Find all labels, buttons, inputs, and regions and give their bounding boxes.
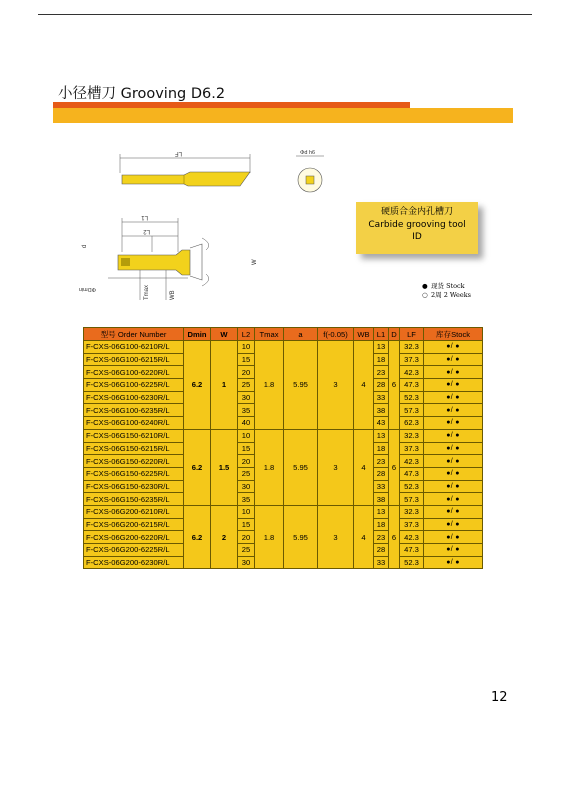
lf-cell: 37.3: [400, 442, 424, 455]
order-number-cell: F-CXS-06G200-6215R/L: [84, 518, 184, 531]
col-lf: LF: [400, 328, 424, 341]
stock-cell: ●/ ●: [424, 544, 483, 557]
l2-cell: 20: [238, 455, 255, 468]
page-title: 小径槽刀 Grooving D6.2: [58, 86, 226, 102]
table-row: [84, 505, 483, 518]
order-number-cell: F-CXS-06G100-6210R/L: [84, 341, 184, 354]
l1-cell: 33: [374, 391, 389, 404]
stock-cell: ●/ ●: [424, 480, 483, 493]
wb-cell: 4: [354, 341, 374, 430]
lf-cell: 37.3: [400, 353, 424, 366]
lf-cell: 62.3: [400, 417, 424, 430]
lf-cell: 57.3: [400, 493, 424, 506]
l2-cell: 10: [238, 505, 255, 518]
stock-cell: ●/ ●: [424, 442, 483, 455]
col-l1: L1: [374, 328, 389, 341]
col-a: a: [284, 328, 318, 341]
lf-label: LF: [174, 150, 182, 156]
l1-cell: 23: [374, 366, 389, 379]
filled-circle-icon: ●: [422, 282, 428, 290]
stock-cell: ●/ ●: [424, 417, 483, 430]
d-cell: 6: [389, 505, 400, 568]
tool-drawing: [78, 140, 278, 310]
w-cell: 1: [211, 341, 238, 430]
l1-cell: 13: [374, 341, 389, 354]
top-rule: [38, 14, 532, 15]
l1-cell: 23: [374, 531, 389, 544]
stock-cell: ●/ ●: [424, 391, 483, 404]
table-row: [84, 429, 483, 442]
order-number-cell: F-CXS-06G200-6230R/L: [84, 556, 184, 569]
l2-cell: 35: [238, 493, 255, 506]
stock-cell: ●/ ●: [424, 353, 483, 366]
stock-cell: ●/ ●: [424, 455, 483, 468]
shank-section-drawing: [286, 146, 334, 200]
callout-id: ID: [412, 232, 422, 242]
stock-cell: ●/ ●: [424, 467, 483, 480]
l2-cell: 30: [238, 391, 255, 404]
stock-cell: ●/ ●: [424, 429, 483, 442]
col-stock: 库存Stock: [424, 328, 483, 341]
l1-cell: 38: [374, 493, 389, 506]
l2-cell: 30: [238, 556, 255, 569]
f-cell: 3: [318, 429, 354, 505]
tool-top-view: [120, 150, 250, 186]
lf-cell: 52.3: [400, 391, 424, 404]
table-header-row: [84, 328, 483, 341]
lf-cell: 47.3: [400, 379, 424, 392]
spec-table: [83, 327, 483, 569]
stock-cell: ●/ ●: [424, 379, 483, 392]
order-number-cell: F-CXS-06G150-6210R/L: [84, 429, 184, 442]
l1-cell: 18: [374, 442, 389, 455]
order-number-cell: F-CXS-06G100-6230R/L: [84, 391, 184, 404]
lf-cell: 32.3: [400, 341, 424, 354]
stock-cell: ●/ ●: [424, 505, 483, 518]
col-dmin: Dmin: [184, 328, 211, 341]
tmax-cell: 1.8: [255, 505, 284, 568]
tmax-label: Tmax: [144, 285, 150, 300]
col-f: f(-0.05): [318, 328, 354, 341]
l2-cell: 20: [238, 366, 255, 379]
dmin-cell: 6.2: [184, 341, 211, 430]
lf-cell: 47.3: [400, 544, 424, 557]
l2-cell: 25: [238, 544, 255, 557]
lf-cell: 37.3: [400, 518, 424, 531]
col-l2: L2: [238, 328, 255, 341]
l1-cell: 23: [374, 455, 389, 468]
stock-cell: ●/ ●: [424, 366, 483, 379]
product-callout: [356, 202, 478, 254]
l1-cell: 38: [374, 404, 389, 417]
order-number-cell: F-CXS-06G150-6215R/L: [84, 442, 184, 455]
callout-cn: 硬质合金内孔槽刀: [380, 207, 453, 217]
l1-cell: 28: [374, 467, 389, 480]
wb-cell: 4: [354, 429, 374, 505]
lf-cell: 52.3: [400, 556, 424, 569]
l2-cell: 30: [238, 480, 255, 493]
tmax-cell: 1.8: [255, 341, 284, 430]
dmin-cell: 6.2: [184, 505, 211, 568]
w-cell: 1.5: [211, 429, 238, 505]
legend-weeks: ○ 2周 2 Weeks: [422, 291, 472, 299]
w-cell: 2: [211, 505, 238, 568]
l2-label: L2: [143, 228, 150, 234]
dmin-label: ΦDmin: [78, 286, 96, 292]
l2-cell: 25: [238, 379, 255, 392]
dia-label: Φd h6: [300, 150, 316, 156]
order-number-cell: F-CXS-06G100-6240R/L: [84, 417, 184, 430]
col-tmax: Tmax: [255, 328, 284, 341]
table-row: [84, 341, 483, 354]
l2-cell: 15: [238, 442, 255, 455]
order-number-cell: F-CXS-06G150-6225R/L: [84, 467, 184, 480]
title-band: [53, 108, 513, 123]
order-number-cell: F-CXS-06G200-6220R/L: [84, 531, 184, 544]
page-number: 12: [491, 690, 508, 705]
order-number-cell: F-CXS-06G150-6235R/L: [84, 493, 184, 506]
d-label: d: [82, 244, 88, 248]
stock-cell: ●/ ●: [424, 518, 483, 531]
l1-cell: 18: [374, 353, 389, 366]
col-w: W: [211, 328, 238, 341]
legend-stock: ● 现货 Stock: [422, 282, 465, 290]
l2-cell: 35: [238, 404, 255, 417]
a-cell: 5.95: [284, 505, 318, 568]
stock-cell: ●/ ●: [424, 341, 483, 354]
lf-cell: 52.3: [400, 480, 424, 493]
l2-cell: 40: [238, 417, 255, 430]
wb-cell: 4: [354, 505, 374, 568]
l1-cell: 18: [374, 518, 389, 531]
l1-cell: 33: [374, 556, 389, 569]
order-number-cell: F-CXS-06G200-6225R/L: [84, 544, 184, 557]
l1-cell: 28: [374, 544, 389, 557]
a-cell: 5.95: [284, 429, 318, 505]
l2-cell: 15: [238, 353, 255, 366]
lf-cell: 42.3: [400, 531, 424, 544]
l1-label: L1: [141, 214, 148, 220]
d-cell: 6: [389, 429, 400, 505]
lf-cell: 47.3: [400, 467, 424, 480]
l2-cell: 20: [238, 531, 255, 544]
l2-cell: 10: [238, 341, 255, 354]
order-number-cell: F-CXS-06G100-6215R/L: [84, 353, 184, 366]
lf-cell: 42.3: [400, 455, 424, 468]
d-cell: 6: [389, 341, 400, 430]
tool-detail-view: [79, 214, 258, 300]
stock-legend: [422, 282, 471, 300]
w-label: W: [252, 259, 258, 265]
order-number-cell: F-CXS-06G100-6235R/L: [84, 404, 184, 417]
l1-cell: 43: [374, 417, 389, 430]
lf-cell: 42.3: [400, 366, 424, 379]
order-number-cell: F-CXS-06G150-6230R/L: [84, 480, 184, 493]
l1-cell: 13: [374, 429, 389, 442]
order-number-cell: F-CXS-06G100-6220R/L: [84, 366, 184, 379]
stock-cell: ●/ ●: [424, 404, 483, 417]
l2-cell: 25: [238, 467, 255, 480]
callout-en: Carbide grooving tool: [368, 219, 466, 230]
lf-cell: 32.3: [400, 505, 424, 518]
dmin-cell: 6.2: [184, 429, 211, 505]
lf-cell: 57.3: [400, 404, 424, 417]
stock-cell: ●/ ●: [424, 556, 483, 569]
order-number-cell: F-CXS-06G100-6225R/L: [84, 379, 184, 392]
col-order-number: 型号 Order Number: [84, 328, 184, 341]
lf-cell: 32.3: [400, 429, 424, 442]
wb-label: WB: [170, 290, 176, 300]
col-wb: WB: [354, 328, 374, 341]
stock-cell: ●/ ●: [424, 493, 483, 506]
l2-cell: 15: [238, 518, 255, 531]
open-circle-icon: ○: [422, 291, 428, 299]
f-cell: 3: [318, 341, 354, 430]
stock-cell: ●/ ●: [424, 531, 483, 544]
col-d: D: [389, 328, 400, 341]
l2-cell: 10: [238, 429, 255, 442]
tmax-cell: 1.8: [255, 429, 284, 505]
f-cell: 3: [318, 505, 354, 568]
order-number-cell: F-CXS-06G200-6210R/L: [84, 505, 184, 518]
l1-cell: 13: [374, 505, 389, 518]
a-cell: 5.95: [284, 341, 318, 430]
order-number-cell: F-CXS-06G150-6220R/L: [84, 455, 184, 468]
l1-cell: 33: [374, 480, 389, 493]
l1-cell: 28: [374, 379, 389, 392]
